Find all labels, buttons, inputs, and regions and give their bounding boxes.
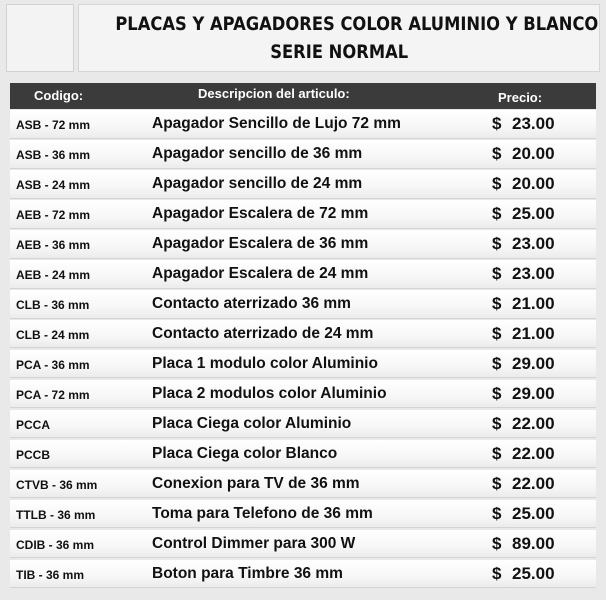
header-description: Descripcion del articulo: (198, 86, 350, 101)
currency-symbol: $ (492, 473, 502, 493)
item-price: 25.00 (512, 563, 555, 583)
currency-symbol: $ (492, 233, 502, 253)
item-code: AEB - 72 mm (16, 207, 91, 222)
item-description: Apagador Escalera de 72 mm (152, 204, 369, 222)
table-row (10, 470, 596, 499)
page-subtitle: SERIE NORMAL (270, 41, 408, 63)
item-code: TIB - 36 mm (16, 567, 85, 582)
table-row (10, 290, 596, 319)
item-code: ASB - 24 mm (16, 177, 91, 192)
item-description: Placa 1 modulo color Aluminio (152, 354, 378, 372)
currency-symbol: $ (492, 143, 502, 163)
table-row (10, 500, 596, 529)
table-row (10, 530, 596, 559)
currency-symbol: $ (492, 413, 502, 433)
item-price: 29.00 (512, 383, 555, 403)
item-code: TTLB - 36 mm (16, 507, 96, 522)
item-description: Toma para Telefono de 36 mm (152, 504, 373, 522)
item-price: 22.00 (512, 473, 555, 493)
table-row (10, 110, 596, 139)
item-code: PCA - 36 mm (16, 357, 90, 372)
item-code: CTVB - 36 mm (16, 477, 98, 492)
currency-symbol: $ (492, 173, 502, 193)
item-code: PCCA (16, 417, 51, 432)
item-price: 21.00 (512, 293, 555, 313)
item-description: Control Dimmer para 300 W (152, 534, 356, 552)
item-code: PCA - 72 mm (16, 387, 90, 402)
table-row (10, 260, 596, 289)
item-price: 23.00 (512, 263, 555, 283)
item-code: PCCB (16, 447, 51, 462)
item-price: 22.00 (512, 413, 555, 433)
item-code: CDIB - 36 mm (16, 537, 95, 552)
item-price: 22.00 (512, 443, 555, 463)
currency-symbol: $ (492, 503, 502, 523)
table-row (10, 230, 596, 259)
title-box (78, 4, 600, 72)
table-row (10, 410, 596, 439)
item-description: Contacto aterrizado de 24 mm (152, 324, 374, 342)
item-description: Boton para Timbre 36 mm (152, 564, 343, 582)
item-price: 20.00 (512, 143, 555, 163)
table-row (10, 170, 596, 199)
table-row (10, 440, 596, 469)
item-code: CLB - 36 mm (16, 297, 90, 312)
table-row (10, 380, 596, 409)
currency-symbol: $ (492, 353, 502, 373)
item-code: CLB - 24 mm (16, 327, 90, 342)
item-code: ASB - 72 mm (16, 118, 91, 132)
item-code: ASB - 36 mm (16, 147, 91, 162)
item-code: AEB - 24 mm (16, 267, 91, 282)
table-row (10, 320, 596, 349)
table-row (10, 560, 596, 589)
table-header (10, 83, 596, 109)
item-description: Placa 2 modulos color Aluminio (152, 384, 387, 402)
currency-symbol: $ (492, 533, 502, 553)
item-price: 20.00 (512, 173, 555, 193)
currency-symbol: $ (492, 203, 502, 223)
header-code: Codigo: (34, 88, 84, 103)
currency-symbol: $ (492, 383, 502, 403)
item-description: Apagador Sencillo de Lujo 72 mm (152, 115, 401, 132)
item-description: Apagador sencillo de 24 mm (152, 174, 363, 192)
table-row (10, 140, 596, 169)
currency-symbol: $ (492, 114, 502, 133)
currency-symbol: $ (492, 323, 502, 343)
currency-symbol: $ (492, 293, 502, 313)
item-description: Placa Ciega color Blanco (152, 444, 338, 462)
item-description: Apagador Escalera de 36 mm (152, 234, 369, 252)
currency-symbol: $ (492, 263, 502, 283)
item-price: 29.00 (512, 353, 555, 373)
item-price: 25.00 (512, 503, 555, 523)
item-price: 23.00 (512, 233, 555, 253)
item-price: 23.00 (512, 114, 555, 133)
table-row (10, 200, 596, 229)
item-description: Apagador sencillo de 36 mm (152, 144, 363, 162)
currency-symbol: $ (492, 563, 502, 583)
currency-symbol: $ (492, 443, 502, 463)
item-price: 89.00 (512, 533, 555, 553)
table-row (10, 350, 596, 379)
item-description: Conexion para TV de 36 mm (152, 474, 360, 492)
page-title: PLACAS Y APAGADORES COLOR ALUMINIO Y BLANCO (115, 13, 599, 35)
item-price: 25.00 (512, 203, 555, 223)
item-description: Contacto aterrizado 36 mm (152, 294, 351, 312)
item-price: 21.00 (512, 323, 555, 343)
header-price: Precio: (498, 90, 543, 105)
item-description: Apagador Escalera de 24 mm (152, 264, 369, 282)
price-table-body (10, 110, 596, 590)
item-description: Placa Ciega color Aluminio (152, 414, 352, 432)
item-code: AEB - 36 mm (16, 237, 91, 252)
logo-placeholder (6, 4, 74, 72)
